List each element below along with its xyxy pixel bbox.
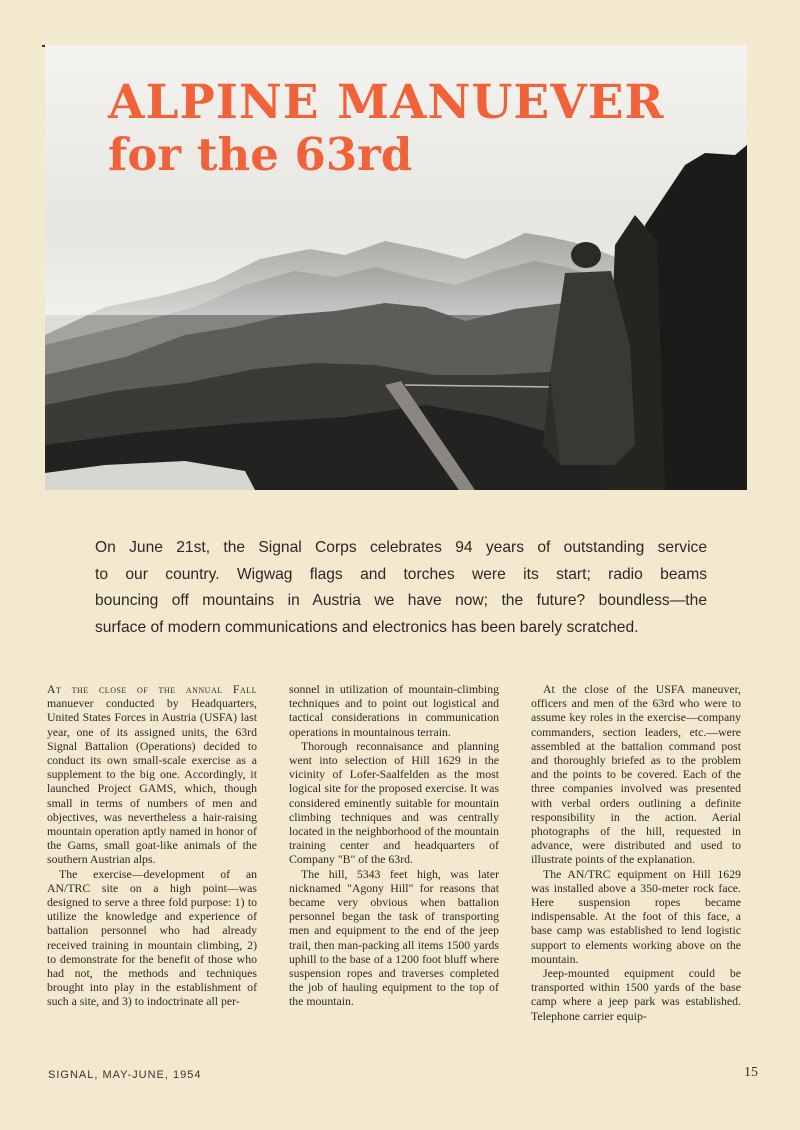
body-paragraph: The hill, 5343 feet high, was later nicknamed "Agony Hill" for reasons that became very obvious when battalion personnel began the task of transporting men and equipment to the end of the jeep trail, then man-packing all items 1500 yards uphill to the base of a 1200 foot bluff where suspension ropes and traverses completed the job of hauling equipment to the top of the mountain. [289, 866, 499, 1009]
body-paragraph: The AN/TRC equipment on Hill 1629 was installed above a 350-meter rock face. Here suspension ropes became indispensable. At the foot of this face, a base camp was established to lend logistic support to elements working above on the mountain. [531, 866, 741, 966]
body-paragraph [47, 682, 257, 867]
intro-line: bouncing off mountains in Austria we have now; the future? boundless—the [95, 592, 707, 609]
body-paragraph: At the close of the USFA maneuver, officers and men of the 63rd who were to assume key roles in the exercise—company commanders, section leaders, etc.—were assembled at the battalion command post and thoroughly briefed as to the problem and the points to be covered. Each of the three companies involved was presented with verbal orders outlining a definite responsibility in the action. Aerial photographs of the hill, requested in advance, were distributed and used to illustrate points of the explanation. [531, 682, 741, 867]
intro-paragraph [95, 535, 707, 641]
title-line-2: for the 63rd [108, 128, 413, 182]
body-paragraph: Thorough reconnaisance and planning went into selection of Hill 1629 in the vicinity of Lofer-Saalfelden as the most logical site for the proposed exercise. It was considered eminently suitable for mountain climbing techniques and was centrally located in the neighborhood of the mountain training center and headquarters of Company "B" of the 63rd. [289, 738, 499, 867]
lead-in-text: At the close of the annual Fall [47, 682, 257, 696]
body-paragraph: sonnel in utilization of mountain-climbing techniques and to point out logistical and tactical considerations in communication operations in mountainous terrain. [289, 682, 499, 739]
title-line-1: ALPINE MANUEVER [108, 75, 665, 130]
body-column-3 [531, 682, 741, 1023]
body-column-2 [289, 682, 499, 1009]
body-column-1 [47, 682, 257, 1009]
article-title [108, 75, 665, 182]
body-paragraph: Jeep-mounted equipment could be transported within 1500 yards of the base camp where a jeep park was established. Telephone carrier equip- [531, 966, 741, 1023]
paragraph-text: manuever conducted by Headquarters, United States Forces in Austria (USFA) last year, one of its assigned units, the 63rd Signal Battalion (Operations) decided to conduct its own small-scale exercise as a supplement to the big one. Accordingly, it launched Project GAMS, which, though small in terms of numbers of men and objectives, was nevertheless a hair-raising mountain operation aptly named in honor of the Gams, small goat-like animals of the southern Austrian alps. [47, 696, 257, 867]
intro-line: to our country. Wigwag flags and torches were its start; radio beams [95, 565, 707, 583]
publication-line: SIGNAL, MAY-JUNE, 1954 [48, 1069, 202, 1081]
intro-line: On June 21st, the Signal Corps celebrates 94 years of outstanding service [95, 539, 707, 556]
page-footer [48, 1065, 760, 1085]
intro-line: surface of modern communications and electronics has been barely scratched. [95, 618, 639, 636]
body-paragraph: The exercise—development of an AN/TRC site on a high point—was designed to serve a three fold purpose: 1) to utilize the knowledge and experience of battalion personnel who had already received training in mountain climbing, 2) to demonstrate for the benefit of those who had not, the methods and techniques brought into play in the establishment of such a site, and 3) to indoctrinate all per- [47, 866, 257, 1009]
page-number: 15 [744, 1065, 758, 1080]
